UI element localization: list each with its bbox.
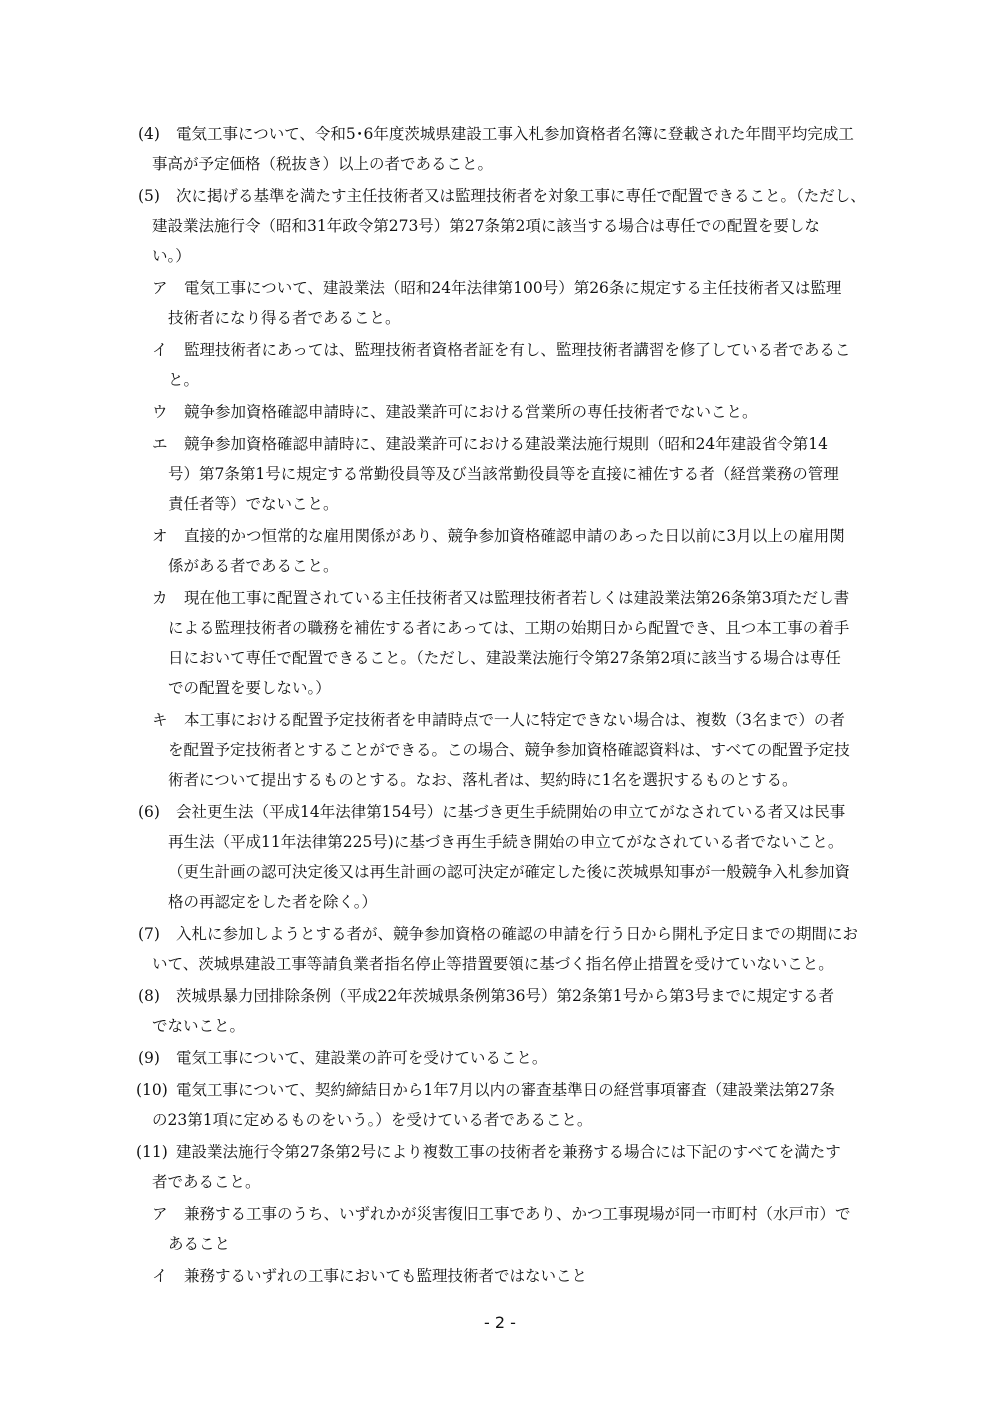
item-5a-line-2: 技術者になり得る者であること。 (168, 309, 401, 327)
item-6-line-2: 再生法（平成11年法律第225号)に基づき再生手続き開始の申立てがなされている者でないこと。 (168, 833, 844, 851)
item-5ka-marker: カ (152, 589, 168, 607)
item-8-line-2: でないこと。 (152, 1017, 246, 1035)
item-6-marker: (6) (138, 803, 160, 821)
item-5e-line-2: 号）第7条第1号に規定する常勤役員等及び当該常勤役員等を直接に補佐する者（経営業務の管理 (168, 465, 839, 483)
item-5e-marker: エ (152, 435, 168, 453)
item-11-line-2: 者であること。 (152, 1173, 261, 1191)
item-5o-marker: オ (152, 527, 168, 545)
item-5ki-line-2: を配置予定技術者とすることができる。この場合、競争参加資格確認資料は、すべての配置予定技 (168, 741, 850, 759)
item-11-marker: (11) (136, 1143, 168, 1161)
item-11a-marker: ア (152, 1205, 168, 1223)
item-10-marker: (10) (136, 1081, 168, 1099)
item-5ka-line-4: での配置を要しない。） (168, 679, 331, 697)
item-5e-line-3: 責任者等）でないこと。 (168, 495, 339, 513)
item-9-marker: (9) (138, 1049, 160, 1067)
item-5a-marker: ア (152, 279, 168, 297)
document-page: (4) 電気工事について、令和5･6年度茨城県建設工事入札参加資格者名簿に登載された年間平均完成工 事高が予定価格（税抜き）以上の者であること。 (5) 次に掲げる基準を満たす主任技術者又は監理技術者を対象工事に専任で配置できること。（ただし、 建設業法施行令（昭和31年政令第273号）第27条第2項に該当する場合は専任での配置を要しな い。） ア 電気工事について、建設業法（昭和24年法律第100号）第26条に規定する主任技術者又は監理 技術者になり得る者であること。 イ 監理技術者にあっては、監理技術者資格者証を有し、監理技術者講習を修了している者であるこ と。 ウ 競争参加資格確認申請時に、建設業許可における営業所の専任技術者でないこと。 エ 競争参加資格確認申請時に、建設業許可における建設業法施行規則（昭和24年建設省令第14 号）第7条第1号に規定する常勤役員等及び当該常勤役員等を直接に補佐する者（経営業務の管理 責任者等）でないこと。 オ 直接的かつ恒常的な雇用関係があり、競争参加資格確認申請のあった日以前に3月以上の雇用関 係がある者であること。 カ 現在他工事に配置されている主任技術者又は監理技術者若しくは建設業法第26条第3項ただし書 による監理技術者の職務を補佐する者にあっては、工期の始期日から配置でき、且つ本工事の着手 日において専任で配置できること。（ただし、建設業法施行令第27条第2項に該当する場合は専任 での配置を要しない。） キ 本工事における配置予定技術者を申請時点で一人に特定できない場合は、複数（3名まで）の者 を配置予定技術者とすることができる。この場合、競争参加資格確認資料は、すべての配置予定技 術者について提出するものとする。なお、落札者は、契約時に1名を選択するものとする。 (6) 会社更生法（平成14年法律第154号）に基づき更生手続開始の申立てがなされている者又は民事 再生法（平成11年法律第225号)に基づき再生手続き開始の申立てがなされている者でないこと。 （更生計画の認可決定後又は再生計画の認可決定が確定した後に茨城県知事が一般競争入札参加資 格の再認定をした者を除く。） (7) 入札に参加しようとする者が、競争参加資格の確認の申請を行う日から開札予定日までの期間にお いて、茨城県建設工事等請負業者指名停止等措置要領に基づく指名停止措置を受けていないこと。 (8) 茨城県暴力団排除条例（平成22年茨城県条例第36号）第2条第1号から第3号までに規定する者 でないこと。 (9) 電気工事について、建設業の許可を受けていること。 (10) 電気工事について、契約締結日から1年7月以内の審査基準日の経営事項審査（建設業法第27条 の23第1項に定めるものをいう。）を受けている者であること。 (11) 建設業法施行令第27条第2号により複数工事の技術者を兼務する場合には下記のすべてを満たす 者であること。 ア 兼務する工事のうち、いずれかが災害復旧工事であり、かつ工事現場が同一市町村（水戸市）で あること イ 兼務するいずれの工事においても監理技術者ではないこと - 2 - (0, 0, 1000, 1414)
item-5ki-marker: キ (152, 711, 168, 729)
item-6-line-3: （更生計画の認可決定後又は再生計画の認可決定が確定した後に茨城県知事が一般競争入札参加資 (168, 863, 851, 881)
item-5ka-line-2: による監理技術者の職務を補佐する者にあっては、工期の始期日から配置でき、且つ本工事の着手 (168, 619, 850, 637)
item-5-line-3: い。） (152, 247, 191, 265)
item-5ki-line-3: 術者について提出するものとする。なお、落札者は、契約時に1名を選択するものとする。 (168, 771, 798, 789)
item-5-line-2: 建設業法施行令（昭和31年政令第273号）第27条第2項に該当する場合は専任での配置を要しな (152, 217, 820, 235)
item-7-marker: (7) (138, 925, 160, 943)
item-4-line-2: 事高が予定価格（税抜き）以上の者であること。 (152, 155, 494, 173)
page-number: - 2 - (484, 1313, 516, 1332)
item-6-line-4: 格の再認定をした者を除く。） (168, 893, 377, 911)
item-5o-line-2: 係がある者であること。 (168, 557, 339, 575)
item-5u-marker: ウ (152, 403, 168, 421)
item-11a-line-2: あること (168, 1235, 231, 1253)
item-10-line-2: の23第1項に定めるものをいう。）を受けている者であること。 (152, 1111, 593, 1129)
item-5i-marker: イ (152, 341, 168, 359)
item-5i-line-2: と。 (168, 371, 200, 389)
item-11i-marker: イ (152, 1267, 168, 1285)
item-8-marker: (8) (138, 987, 160, 1005)
item-7-line-2: いて、茨城県建設工事等請負業者指名停止等措置要領に基づく指名停止措置を受けていないこと。 (152, 955, 834, 973)
item-5ka-line-3: 日において専任で配置できること。（ただし、建設業法施行令第27条第2項に該当する場合は専任 (168, 649, 841, 667)
item-5-marker: (5) (138, 187, 160, 205)
item-4-marker: (4) (138, 125, 160, 143)
